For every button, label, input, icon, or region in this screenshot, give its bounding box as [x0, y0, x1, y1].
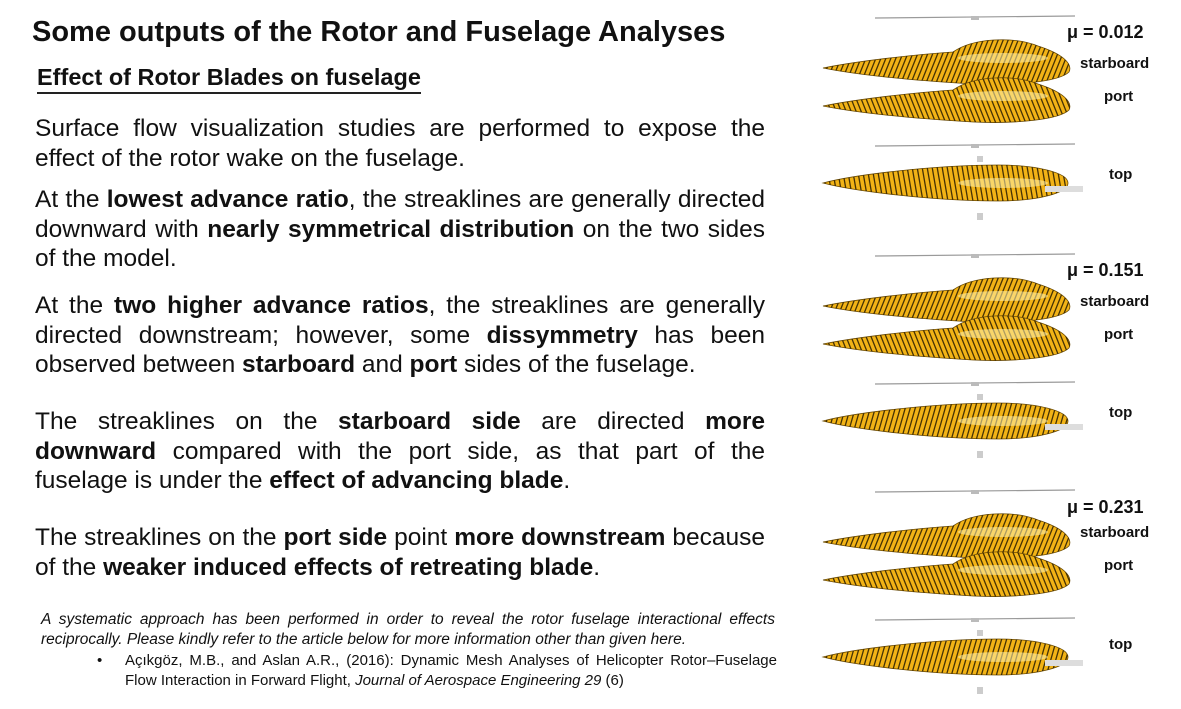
text-run: , the streaklines are generally directed downward with [35, 186, 765, 243]
paragraph-4 [35, 407, 765, 496]
slide-subtitle: Effect of Rotor Blades on fuselage [37, 64, 421, 94]
bold-phrase: two higher advance ratios [114, 292, 429, 319]
view-label-port-1: port [1104, 88, 1134, 105]
advance-ratio-label-3: μ = 0.231 [1067, 497, 1144, 517]
bold-phrase: more downward [35, 408, 765, 465]
footnote: A systematic approach has been performed in order to reveal the rotor fuselage interactional effects reciprocally. Please kindly refer to the article below for more information other than given here. [41, 611, 775, 648]
rotor-hub [971, 382, 979, 386]
bold-phrase: port [409, 351, 458, 378]
text-run: The streaklines on the [35, 524, 284, 551]
paragraph-2 [35, 185, 765, 274]
view-label-top-1: top [1109, 166, 1133, 183]
advance-ratio-label-1: μ = 0.012 [1067, 22, 1144, 42]
fuselage-top-view-2 [815, 381, 1108, 451]
view-label-starboard-3: starboard [1080, 524, 1150, 541]
view-label-top-3: top [1109, 636, 1133, 653]
text-run: At the [35, 186, 107, 213]
stabilizer [1045, 424, 1083, 430]
text-run: At the [35, 292, 115, 319]
view-label-port-3: port [1104, 557, 1134, 574]
stabilizer [1045, 186, 1083, 192]
text-run: The streaklines on the [35, 408, 339, 435]
bullet: • [97, 652, 103, 669]
text-run: , the streaklines are generally directed downstream; however, some [35, 292, 766, 349]
text-run: . [563, 467, 571, 494]
text-run: compared with the port side, as that part of the fuselage is under the [35, 437, 765, 494]
bold-phrase: dissymmetry [486, 321, 638, 349]
advance-ratio-label-2: μ = 0.151 [1067, 260, 1144, 280]
bold-phrase: lowest advance ratio [106, 186, 349, 213]
bold-phrase: more downstream [454, 524, 666, 551]
bold-phrase: starboard [242, 351, 356, 378]
reference-journal: Journal of Aerospace Engineering 29 [355, 672, 602, 689]
text-run: on the two sides of the model. [35, 215, 765, 272]
fuselage-flow-figure [815, 10, 1175, 700]
bold-phrase: weaker induced effects of retreating blade [103, 553, 594, 581]
text-run: Surface flow visualization studies are performed to expose the effect of the rotor wake on the fuselage. [35, 115, 765, 172]
reference-item [97, 651, 777, 691]
text-run: are directed [520, 408, 706, 435]
rotor-hub [971, 490, 979, 494]
view-label-port-2: port [1104, 326, 1134, 343]
bold-phrase: nearly symmetrical distribution [207, 215, 575, 243]
text-run: . [593, 553, 601, 581]
tail-marker [977, 213, 983, 220]
text-run: and [355, 351, 410, 378]
fuselage-top-view-3 [815, 617, 1108, 687]
fuselage-top-view-1 [815, 143, 1120, 213]
tail-marker [977, 394, 983, 400]
bold-phrase: starboard side [338, 408, 521, 435]
rotor-hub [971, 16, 979, 20]
tail-marker [977, 687, 983, 694]
text-run: point [387, 524, 455, 551]
fuselage-images [815, 10, 1175, 700]
tail-marker [977, 156, 983, 162]
view-label-starboard-1: starboard [1080, 55, 1150, 72]
rotor-hub [971, 618, 979, 622]
reference-issue: (6) [601, 672, 624, 689]
stabilizer [1045, 660, 1083, 666]
tail-marker [977, 630, 983, 636]
bold-phrase: effect of advancing blade [269, 467, 564, 494]
view-label-starboard-2: starboard [1080, 293, 1150, 310]
rotor-hub [971, 254, 979, 258]
tail-marker [977, 451, 983, 458]
reference-authors-title: Açıkgöz, M.B., and Aslan A.R., (2016): Dynamic Mesh Analyses of Helicopter Rotor–Fuselage Flow Interaction in Forward Flight, [125, 652, 777, 689]
reference-text [125, 651, 777, 691]
slide-title: Some outputs of the Rotor and Fuselage Analyses [32, 16, 726, 48]
view-label-top-2: top [1109, 404, 1133, 421]
bold-phrase: port side [283, 524, 388, 551]
text-run: because of the [35, 524, 766, 581]
paragraph-5 [35, 523, 765, 582]
paragraph-1 [35, 114, 765, 173]
paragraph-3 [35, 291, 765, 380]
text-run: has been observed between [35, 321, 765, 378]
rotor-hub [971, 144, 979, 148]
text-run: sides of the fuselage. [457, 351, 696, 378]
